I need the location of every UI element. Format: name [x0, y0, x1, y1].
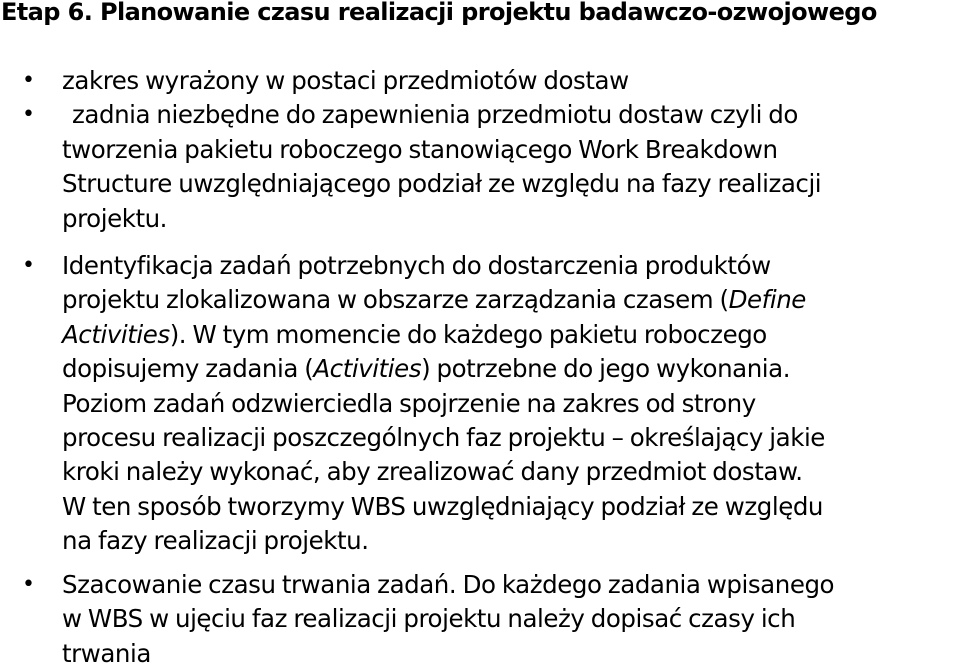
bullet-dot-icon: •	[22, 68, 35, 93]
bullet-list	[22, 64, 958, 671]
text-segment: ). W tym momencie do każdego pakietu roboczego	[169, 319, 767, 349]
bullet-text-line: w WBS w ujęciu faz realizacji projektu należy dopisać czasy ich	[62, 604, 796, 634]
bullet-text-line: na fazy realizacji projektu.	[62, 526, 369, 556]
text-segment: projektu zlokalizowana w obszarze zarządzania czasem (	[62, 285, 729, 315]
bullet-item-scope	[22, 64, 958, 98]
bullet-dot-icon: •	[22, 102, 35, 128]
bullet-dot-icon: •	[22, 571, 35, 597]
bullet-text-line: trwania	[62, 638, 151, 668]
bullet-text-line: tworzenia pakietu roboczego stanowiącego Work Breakdown	[62, 134, 778, 164]
italic-term: Activities	[62, 319, 170, 349]
bullet-text-line	[62, 283, 958, 317]
bullet-item-identification	[22, 249, 958, 559]
slide-title: Etap 6. Planowanie czasu realizacji projektu badawczo-ozwojowego	[1, 0, 877, 26]
bullet-text-line: Structure uwzględniającego podział ze względu na fazy realizacji	[62, 169, 822, 199]
bullet-text-line	[62, 318, 958, 352]
bullet-dot-icon: •	[22, 253, 35, 279]
italic-term: Activities	[313, 354, 422, 384]
bullet-text-line: zadnia niezbędne do zapewnienia przedmiotu dostaw czyli do	[72, 100, 798, 130]
bullet-text-line: zakres wyrażony w postaci przedmiotów dostaw	[62, 66, 629, 95]
bullet-text-line: procesu realizacji poszczególnych faz projektu – określający jakie	[62, 423, 825, 453]
bullet-text-line: W ten sposób tworzymy WBS uwzględniający podział ze względu	[62, 491, 824, 521]
bullet-item-estimation	[22, 568, 958, 671]
bullet-item-tasks	[22, 98, 958, 236]
bullet-text-line: Szacowanie czasu trwania zadań. Do każdego zadania wpisanego	[62, 569, 835, 599]
bullet-text-line: Poziom zadań odzwierciedla spojrzenie na zakres od strony	[62, 388, 756, 418]
italic-term: Define	[728, 285, 806, 315]
bullet-text-line	[62, 352, 958, 386]
bullet-text-line: projektu.	[62, 203, 168, 233]
bullet-text-line: Identyfikacja zadań potrzebnych do dostarczenia produktów	[62, 251, 771, 281]
text-segment: dopisujemy zadania (	[62, 354, 314, 384]
bullet-text-line: kroki należy wykonać, aby zrealizować dany przedmiot dostaw.	[62, 457, 803, 487]
text-segment: ) potrzebne do jego wykonania.	[421, 354, 791, 384]
